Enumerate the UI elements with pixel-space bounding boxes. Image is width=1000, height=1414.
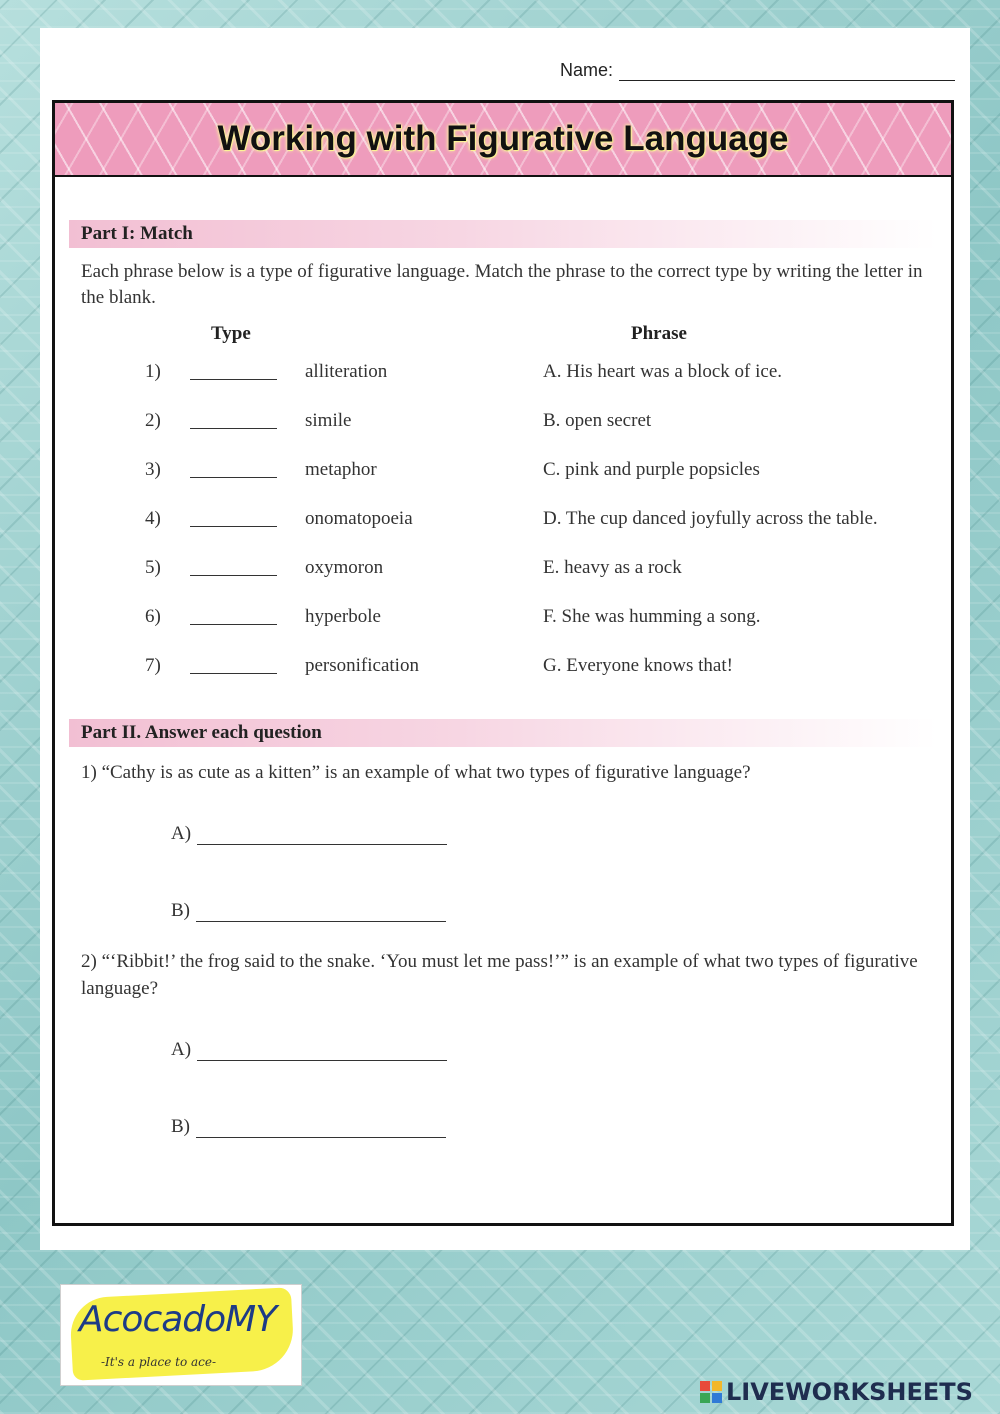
match-row bbox=[55, 410, 955, 436]
row-type: metaphor bbox=[305, 459, 377, 480]
row-number: 5) bbox=[145, 557, 161, 578]
match-row bbox=[55, 459, 955, 485]
row-type: onomatopoeia bbox=[305, 508, 413, 529]
row-number: 6) bbox=[145, 606, 161, 627]
question-1: 1) “Cathy is as cute as a kitten” is an example of what two types of figurative language? bbox=[81, 762, 751, 783]
answer-line[interactable] bbox=[196, 903, 446, 922]
part2-heading: Part II. Answer each question bbox=[69, 719, 937, 747]
liveworksheets-logo bbox=[700, 1378, 973, 1406]
row-phrase: D. The cup danced joyfully across the table. bbox=[543, 508, 878, 529]
match-row bbox=[55, 655, 955, 681]
q2-answer-b[interactable] bbox=[171, 1116, 446, 1138]
answer-label: A) bbox=[171, 1039, 192, 1060]
column-header-type: Type bbox=[211, 323, 251, 344]
liveworksheets-text: LIVEWORKSHEETS bbox=[726, 1378, 973, 1406]
name-field[interactable] bbox=[560, 60, 955, 81]
row-phrase: C. pink and purple popsicles bbox=[543, 459, 760, 480]
name-label: Name: bbox=[560, 60, 614, 80]
answer-label: A) bbox=[171, 823, 192, 844]
row-phrase: G. Everyone knows that! bbox=[543, 655, 733, 676]
title-banner bbox=[55, 103, 951, 177]
row-type: oxymoron bbox=[305, 557, 384, 578]
match-row bbox=[55, 606, 955, 632]
answer-blank[interactable] bbox=[190, 428, 277, 429]
name-blank[interactable] bbox=[619, 62, 955, 81]
answer-blank[interactable] bbox=[190, 526, 277, 527]
answer-blank[interactable] bbox=[190, 575, 277, 576]
match-row bbox=[55, 508, 955, 534]
answer-line[interactable] bbox=[197, 1042, 447, 1061]
column-header-phrase: Phrase bbox=[631, 323, 687, 344]
match-row bbox=[55, 361, 955, 387]
worksheet-frame bbox=[52, 100, 954, 1226]
row-number: 3) bbox=[145, 459, 161, 480]
logo-brand: AcocadoMY bbox=[79, 1299, 277, 1340]
row-number: 4) bbox=[145, 508, 161, 529]
answer-blank[interactable] bbox=[190, 624, 277, 625]
answer-label: B) bbox=[171, 1116, 190, 1137]
row-type: hyperbole bbox=[305, 606, 381, 627]
answer-blank[interactable] bbox=[190, 379, 277, 380]
acocadomy-logo bbox=[60, 1284, 302, 1386]
answer-blank[interactable] bbox=[190, 477, 277, 478]
answer-line[interactable] bbox=[197, 826, 447, 845]
row-phrase: B. open secret bbox=[543, 410, 652, 431]
row-type: alliteration bbox=[305, 361, 388, 382]
liveworksheets-icon bbox=[700, 1381, 722, 1403]
row-type: simile bbox=[305, 410, 352, 431]
part1-instructions: Each phrase below is a type of figurative language. Match the phrase to the correct type by writing the letter in the blank. bbox=[81, 261, 923, 308]
match-row bbox=[55, 557, 955, 583]
logo-tagline: -It's a place to ace- bbox=[101, 1355, 217, 1369]
row-phrase: F. She was humming a song. bbox=[543, 606, 761, 627]
answer-label: B) bbox=[171, 900, 190, 921]
q1-answer-a[interactable] bbox=[171, 823, 447, 845]
worksheet-page bbox=[40, 28, 970, 1250]
row-number: 1) bbox=[145, 361, 161, 382]
part1-heading: Part I: Match bbox=[69, 220, 937, 248]
row-phrase: A. His heart was a block of ice. bbox=[543, 361, 783, 382]
answer-blank[interactable] bbox=[190, 673, 277, 674]
page-title: Working with Figurative Language bbox=[217, 119, 789, 158]
row-number: 2) bbox=[145, 410, 161, 431]
q2-answer-a[interactable] bbox=[171, 1039, 447, 1061]
row-type: personification bbox=[305, 655, 419, 676]
q1-answer-b[interactable] bbox=[171, 900, 446, 922]
question-2: 2) “‘Ribbit!’ the frog said to the snake. ‘You must let me pass!’” is an example of what two types of figurative language? bbox=[81, 951, 918, 999]
row-phrase: E. heavy as a rock bbox=[543, 557, 682, 578]
row-number: 7) bbox=[145, 655, 161, 676]
answer-line[interactable] bbox=[196, 1119, 446, 1138]
